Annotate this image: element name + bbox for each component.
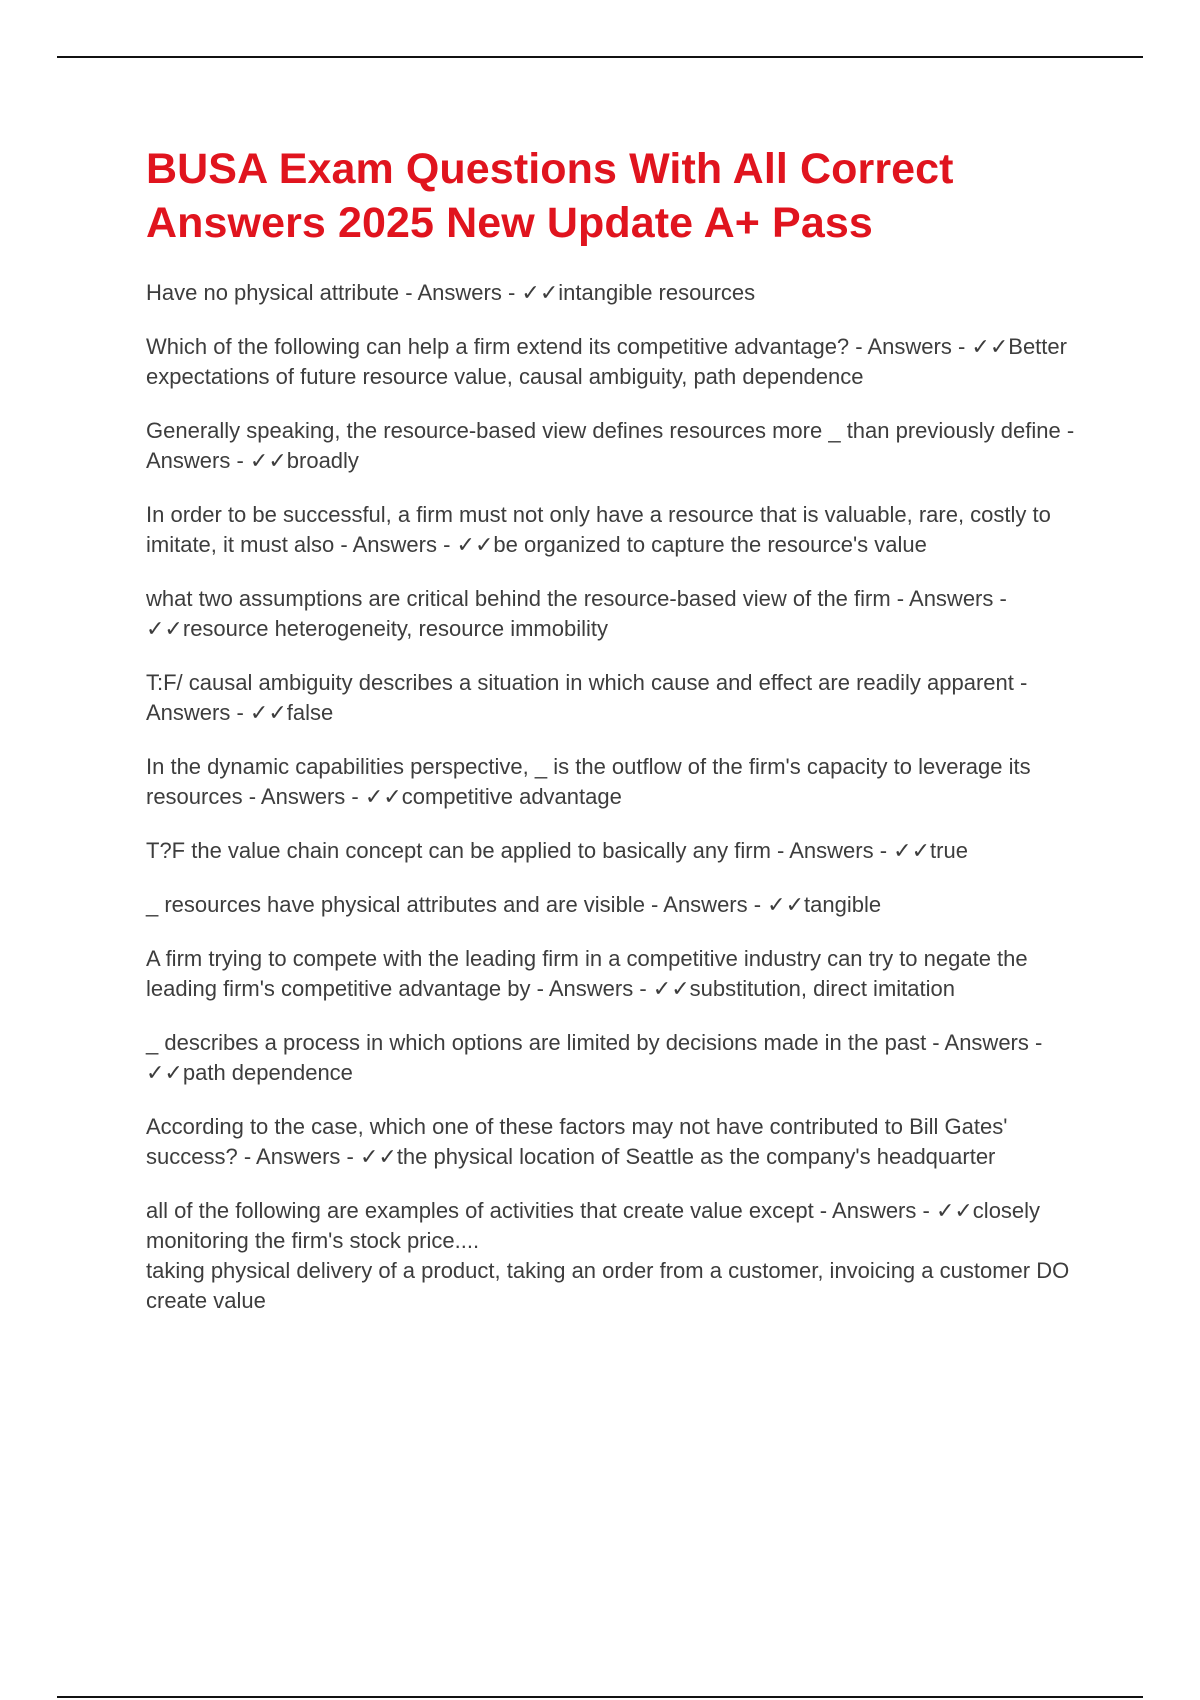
qa-item: what two assumptions are critical behind the resource-based view of the firm - Answers - ✓✓resource heterogeneity, resource immobility xyxy=(146,586,1007,641)
qa-item: Which of the following can help a firm extend its competitive advantage? - Answers - ✓✓Better expectations of future resource value, causal ambiguity, path dependence xyxy=(146,334,1067,389)
document-title: BUSA Exam Questions With All Correct Answers 2025 New Update A+ Pass xyxy=(146,145,954,247)
qa-item: In order to be successful, a firm must not only have a resource that is valuable, rare, costly to imitate, it must also - Answers - ✓✓be organized to capture the resource's value xyxy=(146,502,1051,557)
qa-item: T?F the value chain concept can be applied to basically any firm - Answers - ✓✓true xyxy=(146,838,968,863)
bottom-rule xyxy=(57,1696,1143,1698)
document-body xyxy=(146,142,1096,1340)
qa-item: _ describes a process in which options are limited by decisions made in the past - Answers - ✓✓path dependence xyxy=(146,1030,1043,1085)
qa-item: Have no physical attribute - Answers - ✓✓intangible resources xyxy=(146,280,756,305)
qa-item: Generally speaking, the resource-based view defines resources more _ than previously define - Answers - ✓✓broadly xyxy=(146,418,1075,473)
qa-item: _ resources have physical attributes and are visible - Answers - ✓✓tangible xyxy=(146,892,882,917)
qa-item: In the dynamic capabilities perspective, _ is the outflow of the firm's capacity to leverage its resources - Answers - ✓✓competitive advantage xyxy=(146,754,1031,809)
qa-item: T:F/ causal ambiguity describes a situation in which cause and effect are readily apparent - Answers - ✓✓false xyxy=(146,670,1028,725)
qa-item: According to the case, which one of these factors may not have contributed to Bill Gates' success? - Answers - ✓✓the physical location of Seattle as the company's headquarter xyxy=(146,1114,1008,1169)
qa-item: A firm trying to compete with the leading firm in a competitive industry can try to negate the leading firm's competitive advantage by - Answers - ✓✓substitution, direct imitation xyxy=(146,946,1028,1001)
top-rule xyxy=(57,56,1143,58)
qa-item: all of the following are examples of activities that create value except - Answers - ✓✓closely monitoring the firm's stock price.... taking physical delivery of a product, taking an order from a customer, invoicing a customer DO create value xyxy=(146,1198,1070,1313)
